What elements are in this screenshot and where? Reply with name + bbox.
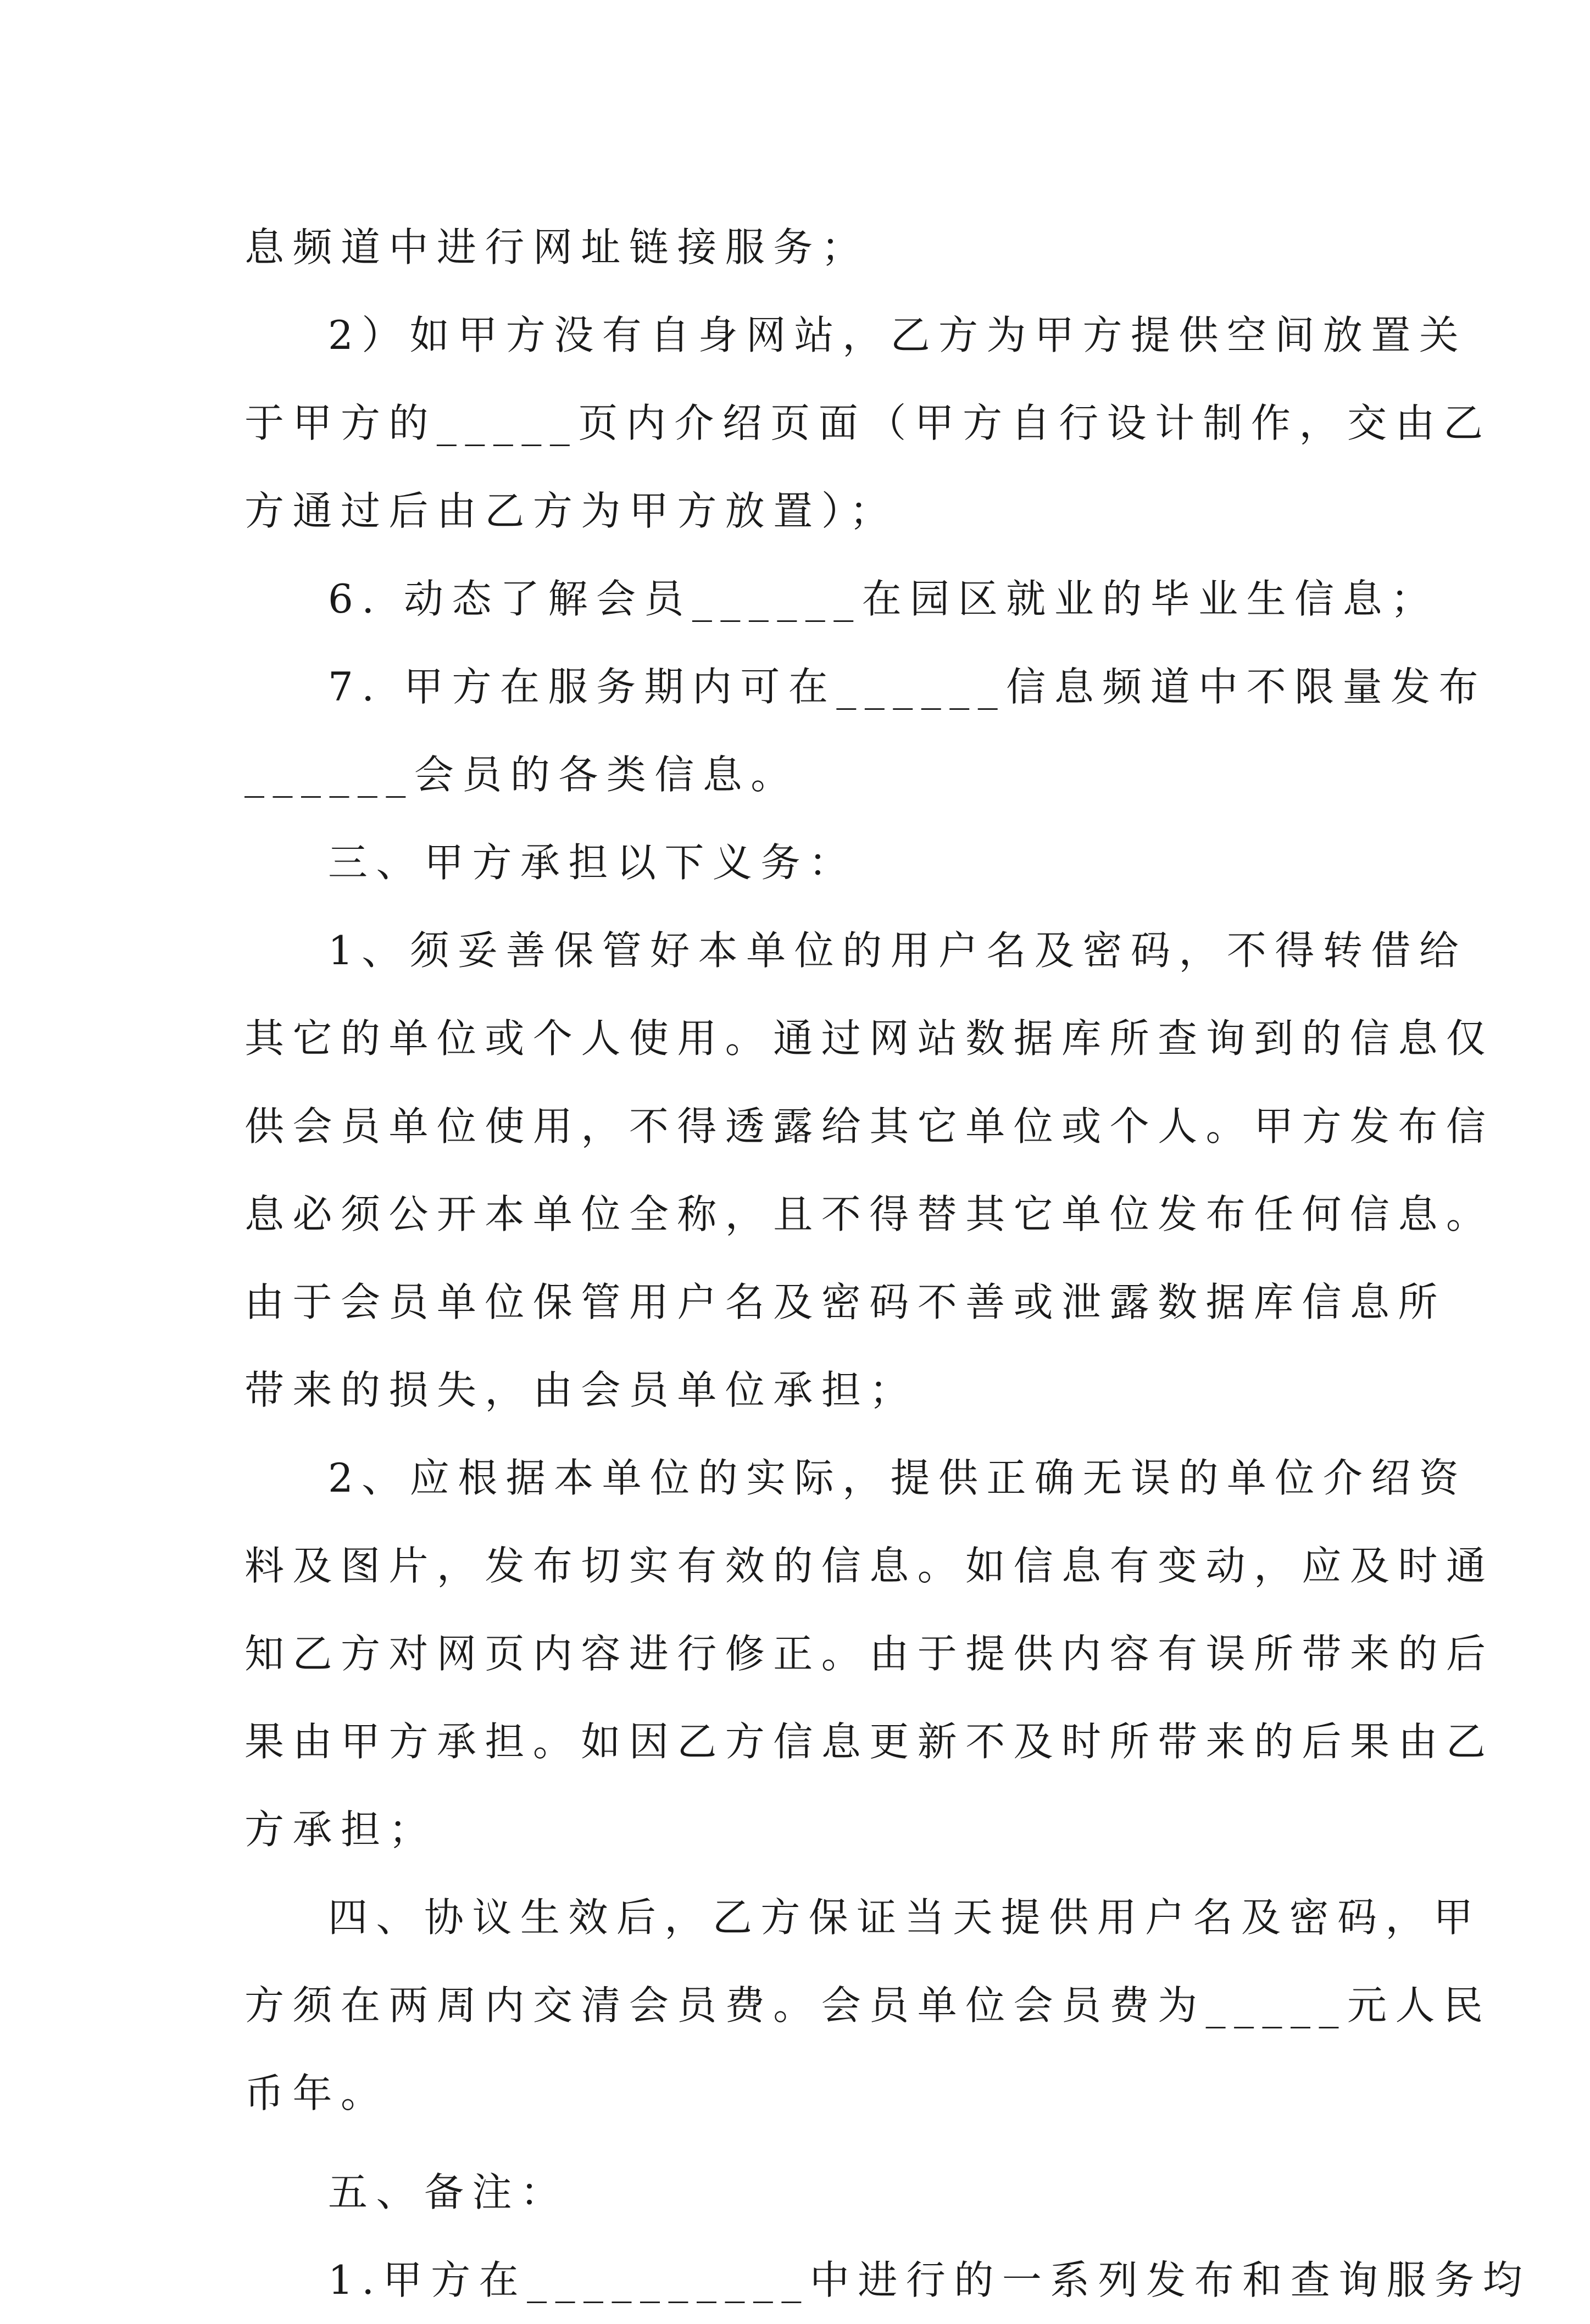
text-line: 于甲方的_____页内介绍页面（甲方自行设计制作，交由乙 <box>244 400 1492 446</box>
document-page <box>244 203 1531 2324</box>
section-heading: 三、甲方承担以下义务： <box>328 839 857 886</box>
text-line: 供会员单位使用，不得透露给其它单位或个人。甲方发布信 <box>244 1103 1494 1149</box>
text-line: ______会员的各类信息。 <box>244 752 799 798</box>
text-line: 料及图片，发布切实有效的信息。如信息有变动，应及时通 <box>244 1543 1494 1589</box>
text-line: 果由甲方承担。如因乙方信息更新不及时所带来的后果由乙 <box>244 1719 1494 1765</box>
text-line: 1.甲方在__________中进行的一系列发布和查询服务均 <box>328 2257 1531 2303</box>
text-line: 息频道中进行网址链接服务； <box>244 224 870 270</box>
text-line: 由于会员单位保管用户名及密码不善或泄露数据库信息所 <box>244 1279 1447 1325</box>
text-line: 知乙方对网页内容进行修正。由于提供内容有误所带来的后 <box>244 1631 1494 1677</box>
text-line: 方承担； <box>244 1806 437 1853</box>
text-line: 方通过后由乙方为甲方放置）； <box>244 488 898 534</box>
text-line: 6. 动态了解会员______在园区就业的毕业生信息； <box>328 576 1439 622</box>
text-line: 7. 甲方在服务期内可在______信息频道中不限量发布 <box>328 664 1487 710</box>
section-heading: 五、备注： <box>328 2169 569 2215</box>
text-line: 币年。 <box>244 2070 389 2116</box>
section-heading: 四、协议生效后，乙方保证当天提供用户名及密码，甲 <box>328 1894 1482 1941</box>
text-line: 1、须妥善保管好本单位的用户名及密码，不得转借给 <box>328 927 1467 974</box>
text-line: 2、应根据本单位的实际，提供正确无误的单位介绍资 <box>328 1455 1467 1501</box>
text-line: 方须在两周内交清会员费。会员单位会员费为_____元人民 <box>244 1982 1492 2028</box>
text-line: 息必须公开本单位全称，且不得替其它单位发布任何信息。 <box>244 1191 1494 1237</box>
text-line: 带来的损失，由会员单位承担； <box>244 1367 918 1413</box>
text-line: 其它的单位或个人使用。通过网站数据库所查询到的信息仅 <box>244 1015 1494 1061</box>
text-line: 2）如甲方没有自身网站，乙方为甲方提供空间放置关 <box>328 312 1467 358</box>
